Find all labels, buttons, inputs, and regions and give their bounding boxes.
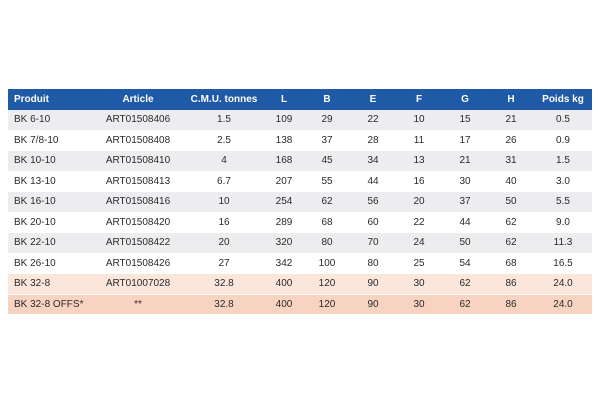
cell-l: 207 (264, 171, 304, 192)
cell-b: 80 (304, 233, 350, 254)
cell-l: 289 (264, 212, 304, 233)
cell-e: 80 (350, 253, 396, 274)
product-spec-table-container (8, 89, 592, 315)
cell-b: 37 (304, 130, 350, 151)
cell-article: ART01508416 (92, 192, 184, 213)
cell-g: 17 (442, 130, 488, 151)
cell-h: 62 (488, 212, 534, 233)
cell-h: 50 (488, 192, 534, 213)
cell-produit: BK 6-10 (8, 110, 92, 130)
cell-b: 45 (304, 151, 350, 172)
header-l: L (280, 94, 288, 105)
cell-g: 30 (442, 171, 488, 192)
cell-poids: 16.5 (534, 253, 592, 274)
cell-cmu: 20 (184, 233, 264, 254)
header-article: Article (122, 94, 154, 105)
cell-f: 20 (396, 192, 442, 213)
cell-produit: BK 20-10 (8, 212, 92, 233)
cell-cmu: 2.5 (184, 130, 264, 151)
cell-produit: BK 16-10 (8, 192, 92, 213)
cell-f: 16 (396, 171, 442, 192)
cell-l: 342 (264, 253, 304, 274)
table-row-highlighted (8, 274, 592, 295)
table-row (8, 171, 592, 192)
cell-poids: 9.0 (534, 212, 592, 233)
cell-b: 100 (304, 253, 350, 274)
cell-produit: BK 13-10 (8, 171, 92, 192)
cell-article: ART01508406 (92, 110, 184, 130)
cell-article: ART01508410 (92, 151, 184, 172)
cell-l: 138 (264, 130, 304, 151)
table-row (8, 192, 592, 213)
cell-article: ART01007028 (92, 274, 184, 295)
cell-h: 86 (488, 294, 534, 315)
cell-b: 68 (304, 212, 350, 233)
cell-produit: BK 26-10 (8, 253, 92, 274)
cell-l: 400 (264, 294, 304, 315)
cell-e: 56 (350, 192, 396, 213)
cell-l: 109 (264, 110, 304, 130)
cell-e: 22 (350, 110, 396, 130)
cell-cmu: 16 (184, 212, 264, 233)
header-e: E (369, 94, 377, 105)
cell-poids: 24.0 (534, 294, 592, 315)
cell-e: 44 (350, 171, 396, 192)
cell-l: 168 (264, 151, 304, 172)
cell-e: 70 (350, 233, 396, 254)
cell-e: 90 (350, 294, 396, 315)
cell-g: 37 (442, 192, 488, 213)
cell-f: 30 (396, 274, 442, 295)
cell-e: 28 (350, 130, 396, 151)
table-row (8, 253, 592, 274)
cell-b: 55 (304, 171, 350, 192)
cell-f: 30 (396, 294, 442, 315)
cell-poids: 1.5 (534, 151, 592, 172)
cell-f: 22 (396, 212, 442, 233)
cell-g: 54 (442, 253, 488, 274)
cell-g: 44 (442, 212, 488, 233)
header-h: H (507, 94, 515, 105)
cell-cmu: 10 (184, 192, 264, 213)
cell-h: 68 (488, 253, 534, 274)
cell-e: 34 (350, 151, 396, 172)
table-header-row (8, 89, 592, 110)
cell-cmu: 27 (184, 253, 264, 274)
cell-e: 60 (350, 212, 396, 233)
cell-b: 120 (304, 274, 350, 295)
cell-produit: BK 10-10 (8, 151, 92, 172)
cell-h: 86 (488, 274, 534, 295)
header-poids-kg: Poids kg (542, 94, 584, 105)
cell-h: 31 (488, 151, 534, 172)
header-produit: Produit (14, 94, 49, 105)
cell-article: ART01508420 (92, 212, 184, 233)
cell-h: 40 (488, 171, 534, 192)
header-b: B (323, 94, 331, 105)
cell-cmu: 6.7 (184, 171, 264, 192)
cell-g: 15 (442, 110, 488, 130)
cell-produit: BK 32-8 OFFS* (8, 294, 92, 315)
cell-e: 90 (350, 274, 396, 295)
header-cmu-tonnes: C.M.U. tonnes (190, 94, 258, 105)
cell-f: 25 (396, 253, 442, 274)
table-row (8, 212, 592, 233)
cell-article: ** (92, 294, 184, 315)
cell-g: 50 (442, 233, 488, 254)
cell-poids: 24.0 (534, 274, 592, 295)
cell-g: 21 (442, 151, 488, 172)
cell-cmu: 1.5 (184, 110, 264, 130)
cell-produit: BK 22-10 (8, 233, 92, 254)
cell-article: ART01508422 (92, 233, 184, 254)
cell-poids: 3.0 (534, 171, 592, 192)
table-row (8, 130, 592, 151)
cell-article: ART01508408 (92, 130, 184, 151)
cell-b: 62 (304, 192, 350, 213)
cell-h: 21 (488, 110, 534, 130)
cell-l: 400 (264, 274, 304, 295)
cell-f: 10 (396, 110, 442, 130)
cell-poids: 0.5 (534, 110, 592, 130)
cell-l: 320 (264, 233, 304, 254)
cell-produit: BK 32-8 (8, 274, 92, 295)
cell-g: 62 (442, 294, 488, 315)
cell-b: 29 (304, 110, 350, 130)
cell-l: 254 (264, 192, 304, 213)
cell-article: ART01508413 (92, 171, 184, 192)
cell-b: 120 (304, 294, 350, 315)
cell-cmu: 32.8 (184, 274, 264, 295)
cell-g: 62 (442, 274, 488, 295)
table-row (8, 110, 592, 130)
cell-cmu: 4 (184, 151, 264, 172)
cell-h: 26 (488, 130, 534, 151)
cell-f: 24 (396, 233, 442, 254)
cell-h: 62 (488, 233, 534, 254)
table-row (8, 151, 592, 172)
product-spec-table (8, 89, 592, 315)
cell-f: 11 (396, 130, 442, 151)
cell-poids: 5.5 (534, 192, 592, 213)
table-row (8, 233, 592, 254)
cell-poids: 0.9 (534, 130, 592, 151)
table-row-highlighted (8, 294, 592, 315)
cell-poids: 11.3 (534, 233, 592, 254)
header-g: G (461, 94, 469, 105)
header-f: F (415, 94, 423, 105)
cell-f: 13 (396, 151, 442, 172)
cell-produit: BK 7/8-10 (8, 130, 92, 151)
cell-article: ART01508426 (92, 253, 184, 274)
cell-cmu: 32.8 (184, 294, 264, 315)
